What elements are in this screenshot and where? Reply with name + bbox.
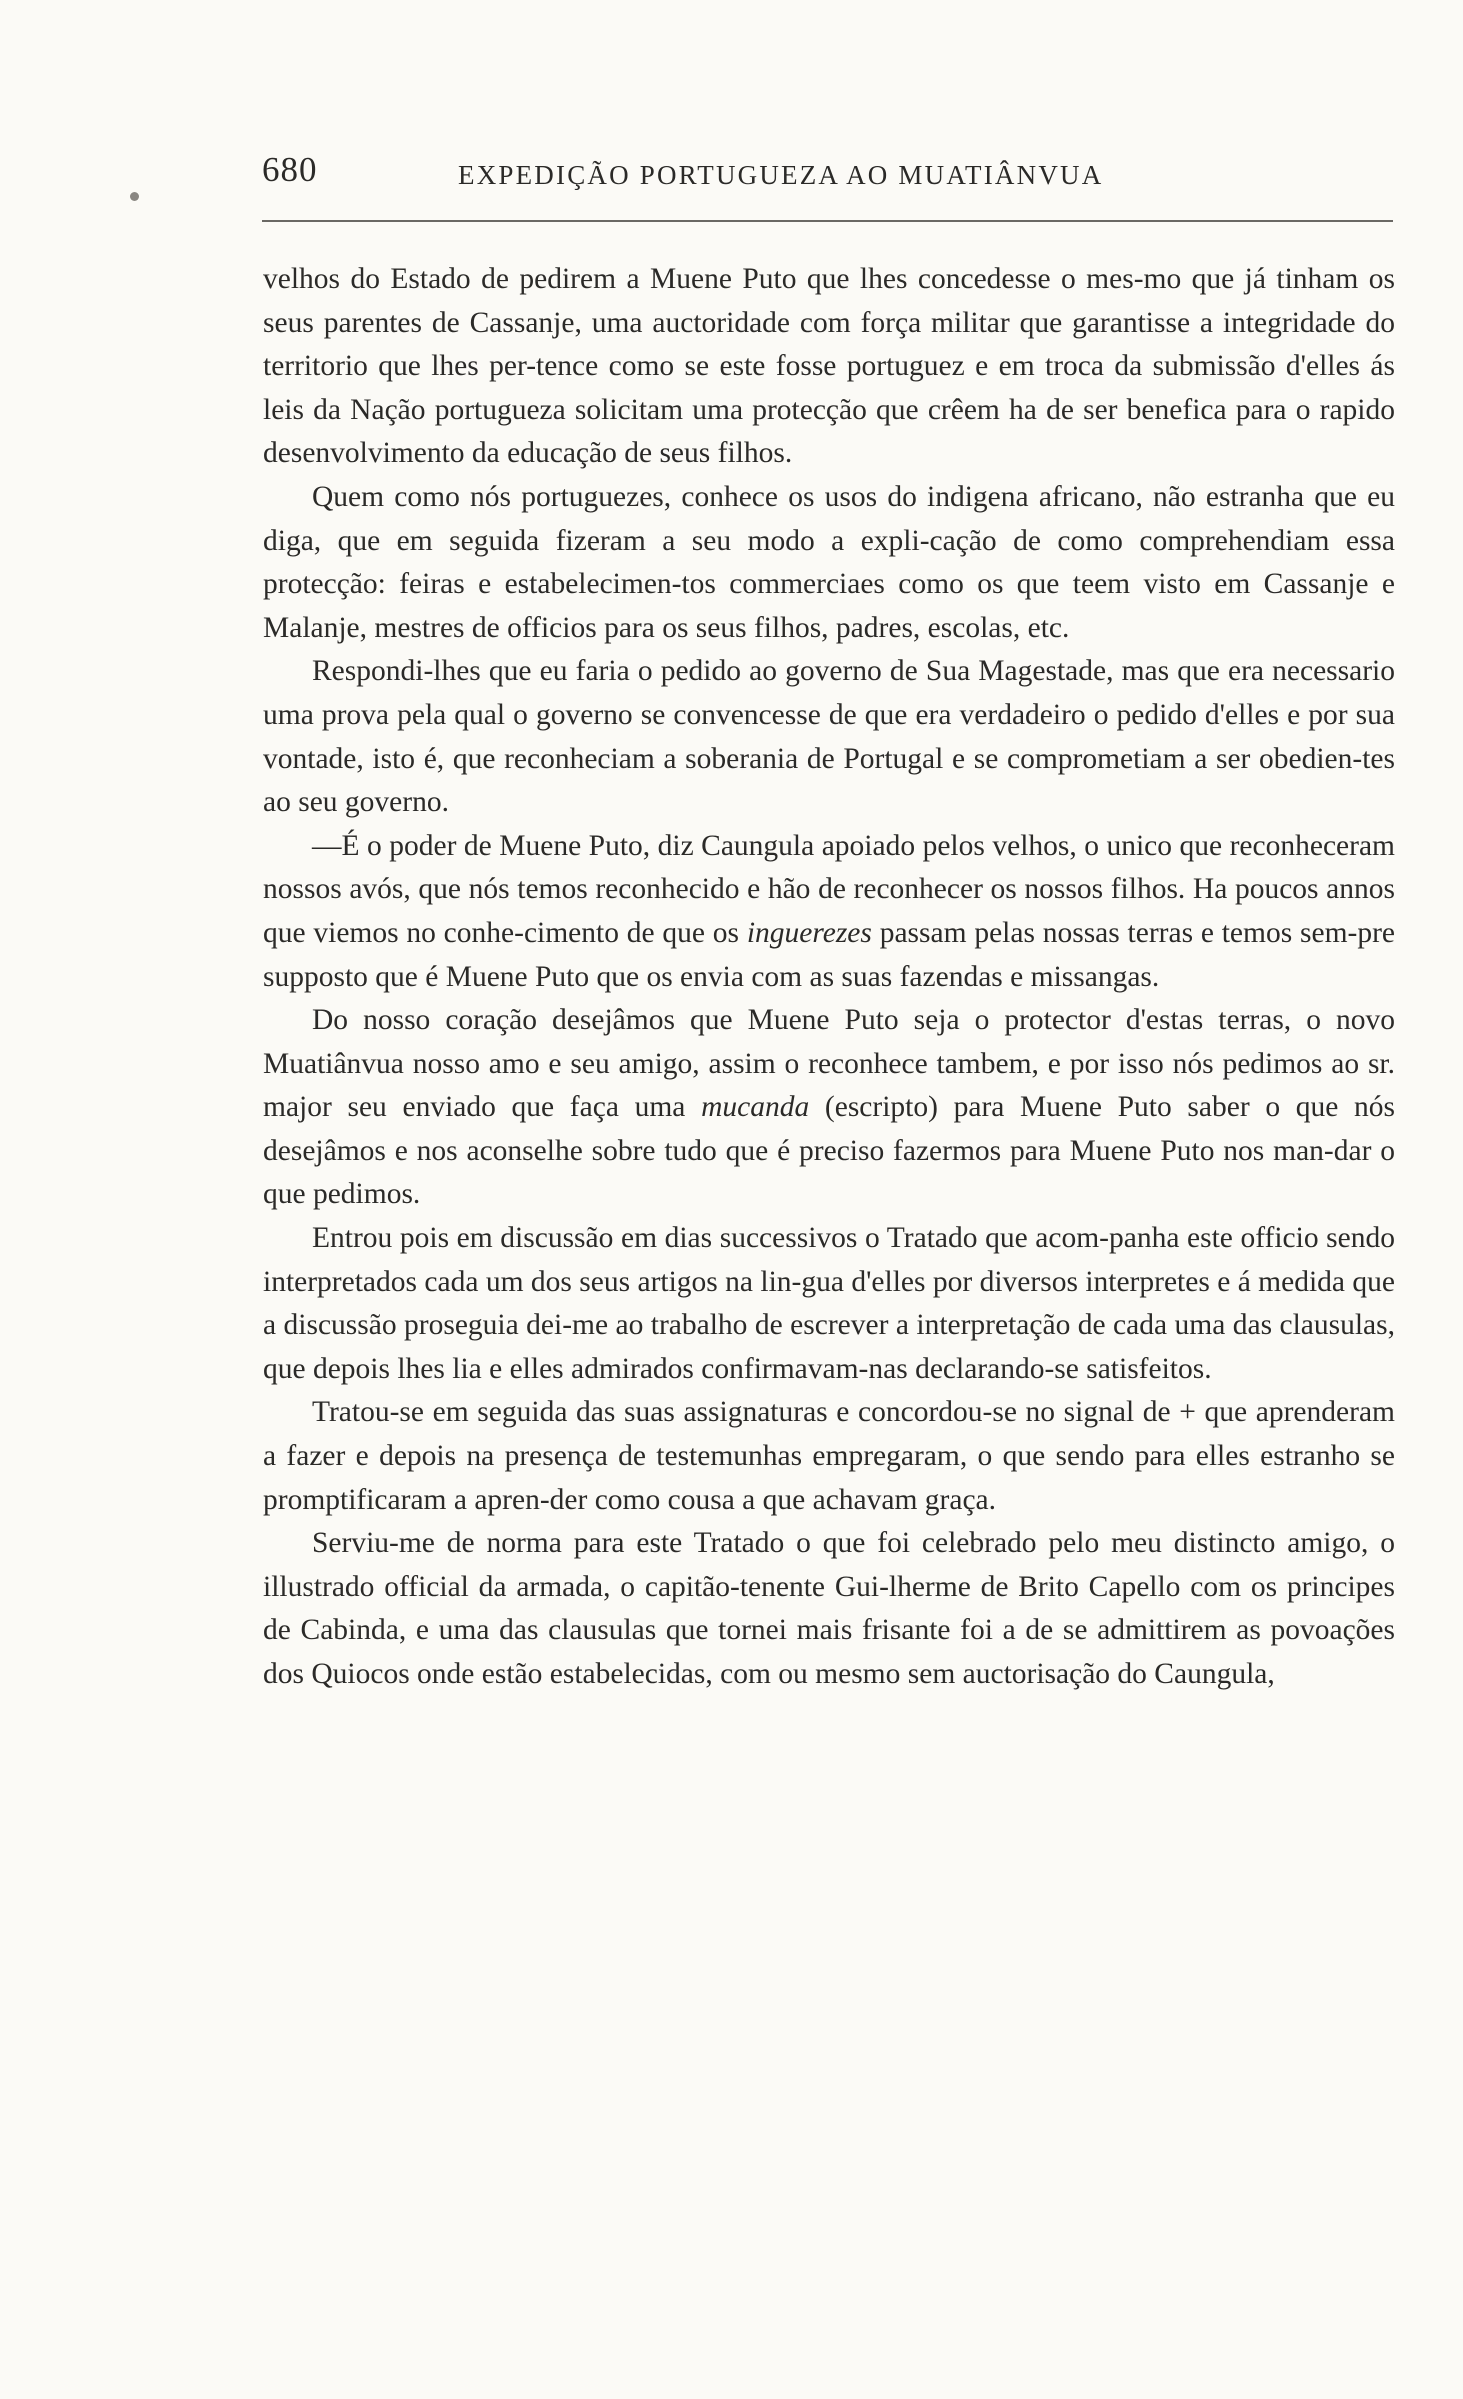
paragraph: Respondi-lhes que eu faria o pedido ao governo de Sua Magestade, mas que era necessario uma prova pela qual o governo se convencesse de que era verdadeiro o pedido d'elles e por sua vontade, isto é, que reconheciam a soberania de Portugal e se comprometiam a ser obedien-tes ao seu governo.	[263, 655, 1395, 819]
header-rule	[262, 220, 1393, 222]
italic-term: mucanda	[701, 1091, 810, 1124]
paragraph: Do nosso coração desejâmos que Muene Puto seja o protector d'estas terras, o novo Muatiânvua nosso amo e seu amigo, assim o reconhece tambem, e por isso nós pedimos ao sr. major seu enviado que faça uma mucanda (escripto) para Muene Puto saber o que nós desejâmos e nos aconselhe sobre tudo que é preciso fazermos para Muene Puto nos man-dar o que pedimos.	[263, 1004, 1396, 1211]
paragraph: Tratou-se em seguida das suas assignaturas e concordou-se no signal de + que aprenderam a fazer e depois na presença de testemunhas empregaram, o que sendo para elles estranho se promptificaram a apren-der como cousa a que achavam graça.	[263, 1396, 1395, 1516]
page-heading: EXPEDIÇÃO PORTUGUEZA AO MUATIÂNVUA	[458, 160, 1104, 190]
body-text	[263, 258, 1395, 1697]
paragraph: Entrou pois em discussão em dias successivos o Tratado que acom-panha este officio sendo interpretados cada um dos seus artigos na lin-gua d'elles por diversos interpretes e á medida que a discussão proseguia dei-me ao trabalho de escrever a interpretação de cada uma das clausulas, que depois lhes lia e elles admirados confirmavam-nas declarando-se satisfeitos.	[263, 1222, 1395, 1385]
paragraph: —É o poder de Muene Puto, diz Caungula apoiado pelos velhos, o unico que reconheceram nossos avós, que nós temos reconhecido e hão de reconhecer os nossos filhos. Ha poucos annos que viemos no conhe-cimento de que os inguerezes passam pelas nossas terras e temos sem-pre supposto que é Muene Puto que os envia com as suas fazendas e missangas.	[263, 829, 1396, 993]
margin-dot	[130, 192, 139, 201]
paragraph: Quem como nós portuguezes, conhece os usos do indigena africano, não estranha que eu diga, que em seguida fizeram a seu modo a expli-cação de como comprehendiam essa protecção: feiras e estabelecimen-tos commerciaes como os que teem visto em Cassanje e Malanje, mestres de officios para os seus filhos, padres, escolas, etc.	[263, 480, 1395, 644]
paragraph: velhos do Estado de pedirem a Muene Puto que lhes concedesse o mes-mo que já tinham os seus parentes de Cassanje, uma auctoridade com força militar que garantisse a integridade do territorio que lhes per-tence como se este fosse portuguez e em troca da submissão d'elles ás leis da Nação portugueza solicitam uma protecção que crêem ha de ser benefica para o rapido desenvolvimento da educação de seus filhos.	[263, 263, 1395, 470]
italic-term: inguerezes	[746, 916, 872, 949]
paragraph: Serviu-me de norma para este Tratado o que foi celebrado pelo meu distincto amigo, o illustrado official da armada, o capitão-tenente Gui-lherme de Brito Capello com os principes de Cabinda, e uma das clausulas que tornei mais frisante foi a de se admittirem as povoações dos Quiocos onde estão estabelecidas, com ou mesmo sem auctorisação do Caungula,	[263, 1527, 1395, 1690]
running-head	[262, 150, 1396, 208]
page-number: 680	[262, 150, 318, 189]
